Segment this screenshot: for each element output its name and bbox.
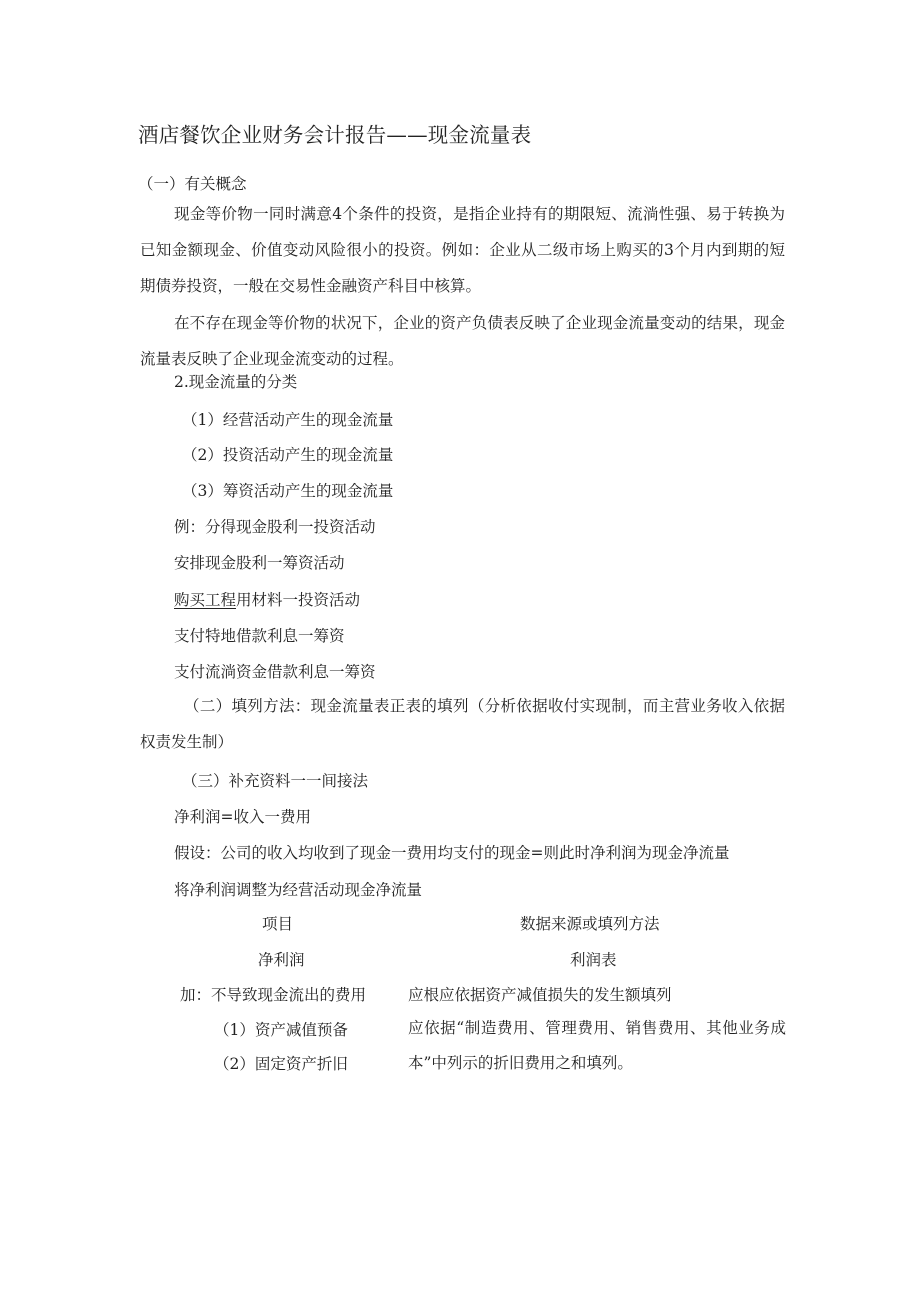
class-item-financing: （3）筹资活动产生的现金流量 <box>182 482 394 500</box>
section1-heading: （一）有关概念 <box>138 175 247 193</box>
class-item-investing: （2）投资活动产生的现金流量 <box>182 446 394 464</box>
table-row-add-source: 应根应依据资产减值损失的发生额填列 <box>408 986 672 1004</box>
document-title: 酒店餐饮企业财务会计报告——现金流量表 <box>138 123 532 147</box>
example-line <box>174 590 360 610</box>
table-row-impairment-label: （1）资产减值预备 <box>214 1021 348 1039</box>
table-row-depreciation-label: （2）固定资产折旧 <box>214 1055 348 1073</box>
example-line: 安排现金股利一筹资活动 <box>174 554 345 572</box>
table-header-item: 项目 <box>262 915 294 933</box>
example-line: 支付特地借款利息一筹资 <box>174 627 345 645</box>
table-row-net-profit-source: 利润表 <box>570 951 617 969</box>
underlined-term: 购买工程 <box>174 591 237 609</box>
example-line: 例：分得现金股利一投资活动 <box>174 518 376 536</box>
section2-fill-method: （二）填列方法：现金流量表正表的填列（分析依据收付实现制，而主营业务收入依据权责发生制） <box>140 697 785 751</box>
paragraph-cash-equivalent: 现金等价物一同时满意4个条件的投资，是指企业持有的期限短、流淌性强、易于转换为已知金额现金、价值变动风险很小的投资。例如：企业从二级市场上购买的3个月内到期的短期债券投资，一般在交易性金融资产科目中核算。 <box>140 205 785 295</box>
section3-heading: （三）补充资料一一间接法 <box>182 772 369 790</box>
net-profit-formula: 净利润=收入一费用 <box>174 808 311 826</box>
table-row-depreciation-source: 应依据“制造费用、管理费用、销售费用、其他业务成本”中列示的折旧费用之和填列。 <box>408 1019 786 1072</box>
adjust-line: 将净利润调整为经营活动现金净流量 <box>174 881 423 899</box>
paragraph-balance-sheet: 在不存在现金等价物的状况下，企业的资产负债表反映了企业现金流量变动的结果，现金流量表反映了企业现金流变动的过程。 <box>140 314 785 368</box>
table-row-net-profit-label: 净利润 <box>258 951 305 969</box>
table-header-source: 数据来源或填列方法 <box>520 915 660 933</box>
example-line: 支付流淌资金借款利息一筹资 <box>174 663 376 681</box>
assumption-line: 假设：公司的收入均收到了现金一费用均支付的现金=则此时净利润为现金净流量 <box>174 844 730 862</box>
class-item-operating: （1）经营活动产生的现金流量 <box>182 411 394 429</box>
classification-heading: 2.现金流量的分类 <box>174 373 298 391</box>
example-rest: 用材料一投资活动 <box>236 591 361 609</box>
table-row-add-label: 加：不导致现金流出的费用 <box>180 986 367 1004</box>
